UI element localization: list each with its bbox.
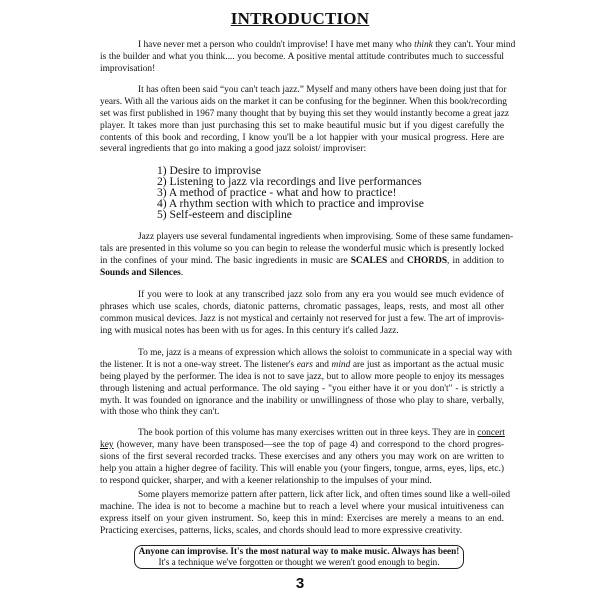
italic-text: think xyxy=(414,40,433,50)
paragraph xyxy=(100,40,516,76)
text-run: contents of this book and recording, I know you'll be a lot happier with your musical progress. Here are xyxy=(100,132,504,143)
text-run: being played by the performer. The idea is not to save jazz, but to allow more people to enjoy its messages xyxy=(100,371,504,382)
callout-line-1: Anyone can improvise. It's the most natural way to make music. Always has been! xyxy=(138,546,460,556)
text-run: sions of the first several recorded tracks. These exercises and any others you may work on are written to xyxy=(100,451,504,462)
text-line xyxy=(100,64,504,76)
paragraph xyxy=(100,290,504,338)
list-item: 3) A method of practice - what and how to practice! xyxy=(157,185,397,199)
list-item: 4) A rhythm section with which to practice and improvise xyxy=(157,196,424,210)
text-run: It has often been said “you can't teach jazz.” Myself and many others have been doing just that for xyxy=(138,85,507,95)
text-line xyxy=(100,407,504,419)
text-run: is the builder and what you think.... you become. A positive mental attitude contributes much to successful xyxy=(100,51,504,62)
text-run: I have never met a person who couldn't improvise! I have met many who xyxy=(138,40,415,50)
text-run: . xyxy=(180,267,184,278)
ingredients-list xyxy=(157,166,424,220)
text-run: If you were to look at any transcribed jazz solo from any era you would see much evidence of xyxy=(138,290,504,300)
callout-line-2: It's a technique we've forgotten or thought we weren't good enough to begin. xyxy=(158,557,440,567)
bold-text: SCALES xyxy=(350,255,388,266)
text-run: player. It takes more than just purchasing this set to make beautiful music but if you digest carefully the xyxy=(100,120,504,131)
text-run: in the confines of your mind. The basic ingredients in music are xyxy=(100,255,351,266)
text-line xyxy=(100,452,504,464)
text-line xyxy=(100,384,504,396)
text-run: help you attain a higher degree of facility. This will enable you (your fingers, tongue, arms, eyes, lips, etc.) xyxy=(100,463,504,474)
text-line xyxy=(100,514,504,526)
text-run: Some players memorize pattern after pattern, lick after lick, and often times sound like a well-oiled xyxy=(138,490,511,500)
text-line xyxy=(100,302,504,314)
text-run: set was first published in 1967 many thought that by buying this set they would instantly become a great jazz xyxy=(100,108,510,119)
text-line xyxy=(100,428,504,440)
paragraph xyxy=(100,428,504,487)
text-line xyxy=(100,360,504,372)
list-item: 5) Self-esteem and discipline xyxy=(157,207,292,221)
text-line xyxy=(100,490,511,502)
paragraph xyxy=(100,85,510,156)
text-run: and xyxy=(387,255,407,266)
text-line xyxy=(100,526,504,538)
callout-box xyxy=(134,545,464,569)
text-run: to respond quicker, sharper, and with a keener relationship to the impulses of your mind. xyxy=(100,475,432,486)
text-run: The book portion of this volume has many exercises written out in three keys. They are in xyxy=(138,428,478,438)
text-run: To me, jazz is a means of expression which allows the soloist to communicate in a special way with xyxy=(138,348,512,358)
paragraph xyxy=(100,348,512,419)
text-run: express itself on your given instrument. So, keep this in mind: Exercises are merely a means to an end. xyxy=(100,513,504,524)
page-title: INTRODUCTION xyxy=(230,9,370,28)
text-run: years. With all the various aids on the market it can be confusing for the beginner. When this book/recording xyxy=(100,96,507,107)
text-run: they can't. Your mind xyxy=(432,40,516,50)
text-line xyxy=(100,133,504,145)
text-line xyxy=(100,232,514,244)
text-line xyxy=(100,326,504,338)
text-run: several ingredients that go into making a good jazz soloist/ improviser: xyxy=(100,144,367,155)
text-run: the listener. It is not a one-way street. The listener's xyxy=(100,359,297,370)
list-item: 1) Desire to improvise xyxy=(157,164,261,177)
text-line xyxy=(100,108,510,121)
bold-text: CHORDS xyxy=(406,255,448,266)
list-item: 2) Listening to jazz via recordings and live performances xyxy=(157,174,422,188)
text-run: with those who think they can't. xyxy=(100,407,220,418)
text-line xyxy=(100,256,504,268)
text-line xyxy=(100,40,516,52)
text-line xyxy=(100,476,504,488)
text-line xyxy=(100,502,504,514)
text-run: phrases which use scales, chords, diatonic patterns, chromatic passages, leaps, rests, and most all other xyxy=(100,301,504,312)
text-line xyxy=(100,396,504,408)
text-run: are just as important as the actual music xyxy=(350,359,504,370)
text-run: (however, many have been transposed—see the top of page 4) and correspond to the chord progres- xyxy=(113,439,504,450)
underlined-text: key xyxy=(100,439,114,450)
italic-text: mind xyxy=(331,359,351,370)
text-line xyxy=(100,464,504,476)
text-run: ing with musical notes has been with us for ages. In this century it's called Jazz. xyxy=(100,325,399,336)
text-run: common musical devices. Jazz is not mystical and certainly not reserved for just a few. The art of improvis- xyxy=(100,313,504,324)
bold-text: Sounds and Silences xyxy=(100,267,181,278)
text-line xyxy=(100,268,504,280)
text-line xyxy=(100,244,504,256)
text-line xyxy=(100,52,504,64)
page-number: 3 xyxy=(295,575,305,592)
text-run: through listening and actual performance. The old saying - "you either have it or you don't" - is strictly a xyxy=(100,383,504,394)
italic-text: ears xyxy=(296,359,313,370)
text-line xyxy=(100,96,507,109)
text-line xyxy=(100,290,504,302)
text-run: , in addition to xyxy=(447,255,504,266)
text-run: and xyxy=(312,359,332,370)
text-line xyxy=(100,121,504,133)
text-line xyxy=(100,348,512,360)
text-line xyxy=(100,85,507,97)
text-run: tals are presented in this volume so you can begin to release the wonderful music which is presently locked xyxy=(100,243,504,254)
text-run: myth. It was founded on ignorance and the inability or unwillingness of those who play to share, verbally, xyxy=(100,395,504,406)
text-run: Jazz players use several fundamental ingredients when improvising. Some of these same fundamen- xyxy=(138,232,514,242)
text-line xyxy=(100,314,504,326)
text-run: machine. The idea is not to become a machine but to reach a level where your musical intuitiveness can xyxy=(100,501,504,512)
text-run: Practicing exercises, patterns, licks, scales, and chords should lead to more expressive creativity. xyxy=(100,525,463,536)
text-line xyxy=(100,144,504,156)
paragraph xyxy=(100,232,514,280)
text-line xyxy=(100,440,504,452)
text-line xyxy=(100,372,504,384)
paragraph xyxy=(100,490,511,538)
text-run: improvisation! xyxy=(100,63,156,74)
underlined-text: concert xyxy=(477,428,505,438)
